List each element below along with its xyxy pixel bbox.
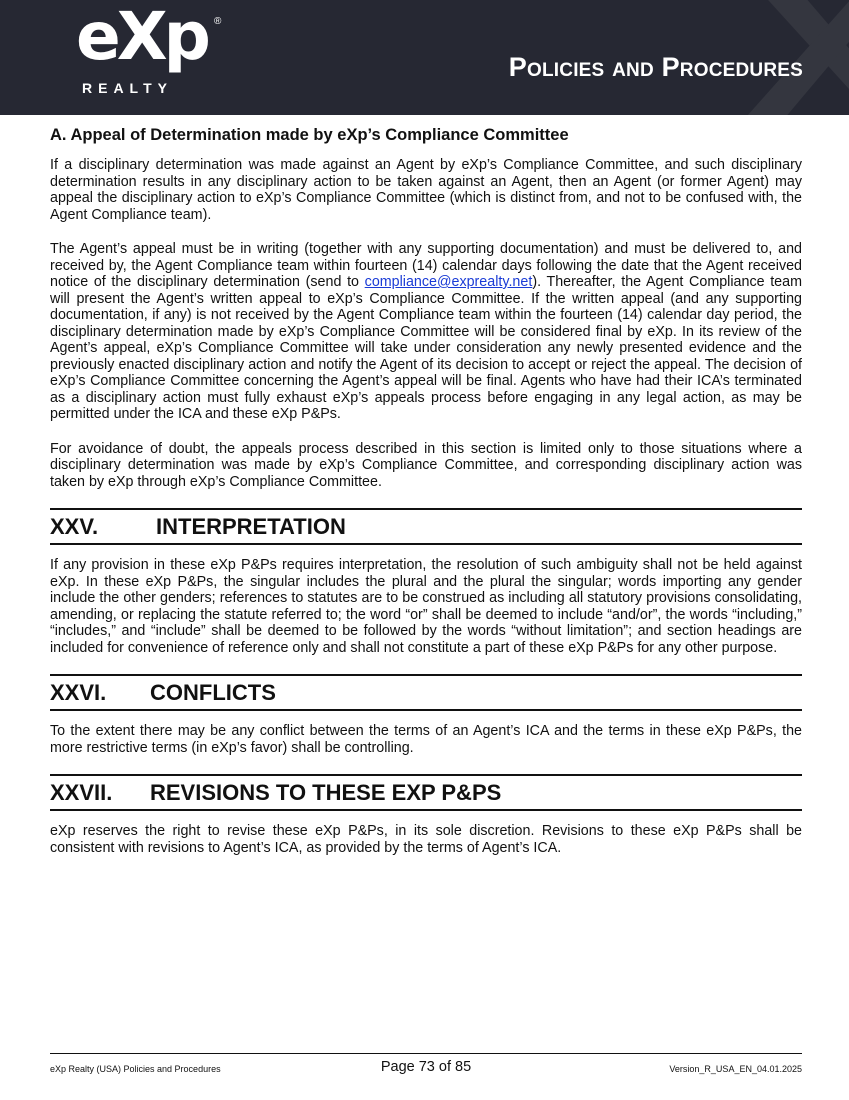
page-footer [50,1053,802,1076]
section-heading-interpretation: XXV. INTERPRETATION [50,508,802,545]
paragraph: If a disciplinary determination was made against an Agent by eXp’s Compliance Committee, and such disciplinary determination results in any disciplinary action to be taken against an Agent, then an Agent (or former Agent) may appeal the disciplinary action to eXp’s Compliance Committee (which is distinct from, and not to be confused with, the Agent Compliance team). [50,157,802,223]
paragraph: eXp reserves the right to revise these eXp P&Ps, in its sole discretion. Revisions to these eXp P&Ps shall be consistent with revisions to Agent’s ICA, as provided by the terms of Agent’s ICA. [50,823,802,856]
page-content [50,126,802,874]
paragraph: If any provision in these eXp P&Ps requires interpretation, the resolution of such ambiguity shall not be held against eXp. In these eXp P&Ps, the singular includes the plural and the plural the singular; words importing any gender include the other genders; references to statutes are to be construed as including all statutory provisions consolidating, amending, or replacing the statute referred to; the word “or” shall be deemed to include “and/or”, the words “including,” “includes,” and “include” shall be deemed to be followed by the words “without limitation”; and section headings are included for convenience of reference only and shall not constitute a part of these eXp P&Ps for any other purpose. [50,557,802,656]
header-title: Policies and Procedures [508,52,803,82]
compliance-email-link[interactable]: compliance@exprealty.net [364,274,533,290]
page-number: Page 73 of 85 [380,1059,472,1075]
section-heading-revisions: XXVII. REVISIONS TO THESE EXP P&PS [50,774,802,811]
section-heading-conflicts: XXVI. CONFLICTS [50,674,802,711]
paragraph: To the extent there may be any conflict between the terms of an Agent’s ICA and the terms in these eXp P&Ps, the more restrictive terms (in eXp’s favor) shall be controlling. [50,723,802,756]
footer-doc-title: eXp Realty (USA) Policies and Procedures [50,1064,221,1074]
footer-version: Version_R_USA_EN_04.01.2025 [669,1064,802,1074]
paragraph: For avoidance of doubt, the appeals process described in this section is limited only to those situations where a disciplinary determination was made by eXp’s Compliance Committee, and corresponding disciplinary action was taken by eXp through eXp’s Compliance Committee. [50,440,802,490]
page-header [0,0,849,115]
exp-realty-logo: eXp ® REALTY [76,0,222,96]
paragraph: The Agent’s appeal must be in writing (together with any supporting documentation) and must be delivered to, and received by, the Agent Compliance team within fourteen (14) calendar days following the date that the Agent received notice of the disciplinary determination (send to compliance@exprealty.net). Thereafter, the Agent Compliance team will present the Agent’s written appeal to eXp’s Compliance Committee. If the written appeal (and any supporting documentation, if any) is not received by the Agent Compliance team within the fourteen (14) calendar day period, the disciplinary determination made by eXp’s Compliance Committee will be considered final by eXp. In its review of the Agent’s appeal, eXp’s Compliance Committee will take under consideration any newly presented evidence and the previously enacted disciplinary action and notify the Agent of its decision to accept or reject the appeal. The decision of eXp’s Compliance Committee concerning the Agent’s appeal will be final. Agents who have had their ICA’s terminated as a disciplinary action must fully exhaust eXp’s appeals process before engaging in any legal action, as may be permitted under the ICA and these eXp P&Ps. [50,241,802,422]
subsection-heading: A. Appeal of Determination made by eXp’s Compliance Committee [50,126,569,144]
